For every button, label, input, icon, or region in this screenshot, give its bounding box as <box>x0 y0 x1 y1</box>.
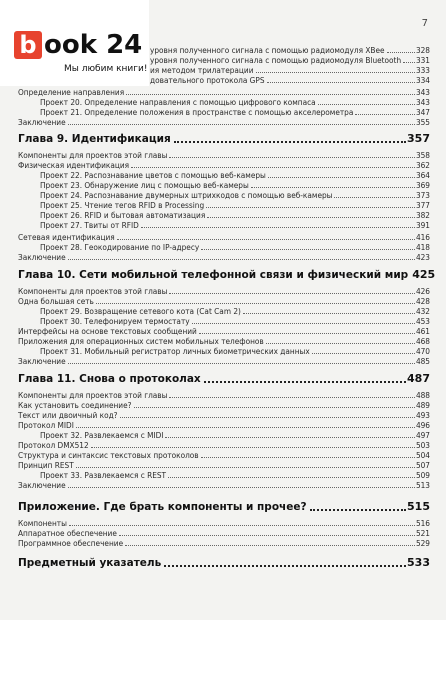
toc-leader-dots <box>76 427 415 428</box>
toc-entry <box>150 55 430 65</box>
toc-entry <box>18 440 430 450</box>
toc-entry <box>18 420 430 430</box>
toc-entry-title: Проект 28. Геокодирование по IP-адресу <box>40 242 200 252</box>
toc-page-number: 503 <box>415 440 430 450</box>
toc-leader-dots <box>207 217 415 218</box>
toc-page-number: 333 <box>415 65 430 75</box>
toc-entry-title: Глава 9. Идентификация <box>18 133 171 145</box>
toc-leader-dots <box>201 457 415 458</box>
toc-entry <box>40 210 430 220</box>
toc-entry <box>40 97 430 107</box>
toc-leader-dots <box>168 477 415 478</box>
book24-logo <box>0 0 149 86</box>
toc-entry <box>18 336 430 346</box>
toc-leader-dots <box>69 525 415 526</box>
toc-entry-title: Проект 33. Развлекаемся с REST <box>40 470 167 480</box>
toc-entry <box>18 150 430 160</box>
toc-leader-dots <box>256 72 415 73</box>
toc-entry <box>18 528 430 538</box>
toc-chapter-heading <box>18 500 430 514</box>
toc-leader-dots <box>169 157 414 158</box>
toc-entry-title: Проект 31. Мобильный регистратор личных биометрических данных <box>40 346 310 356</box>
toc-leader-dots <box>117 239 415 240</box>
toc-entry-title: Определение направления <box>18 87 125 97</box>
toc-entry-title: Предметный указатель <box>18 557 162 569</box>
toc-leader-dots <box>164 565 406 567</box>
toc-leader-dots <box>243 313 415 314</box>
toc-leader-dots <box>68 124 415 125</box>
toc-leader-dots <box>68 259 415 260</box>
toc-entry <box>18 410 430 420</box>
toc-entry <box>150 65 430 75</box>
toc-leader-dots <box>68 363 415 364</box>
toc-entry <box>40 220 430 230</box>
toc-entry <box>150 75 430 85</box>
toc-page-number: 373 <box>415 190 430 200</box>
toc-chapter-heading <box>18 556 430 570</box>
toc-entry-title: Сетевая идентификация <box>18 232 115 242</box>
toc-page-number: 468 <box>415 336 430 346</box>
logo-tagline: Мы любим книги! <box>64 64 148 74</box>
toc-entry <box>40 430 430 440</box>
toc-entry-title: ия методом трилатерации <box>150 65 254 75</box>
toc-entry <box>18 400 430 410</box>
toc-entry-title: Проект 26. RFID и бытовая автоматизация <box>40 210 206 220</box>
toc-page-number: 377 <box>415 200 430 210</box>
toc-page-number: 357 <box>407 132 430 145</box>
toc-chapter-heading <box>18 268 436 282</box>
toc-page-number: 382 <box>415 210 430 220</box>
toc-page-number: 515 <box>407 500 430 513</box>
toc-page-number: 418 <box>415 242 430 252</box>
toc-page-number: 425 <box>412 268 436 281</box>
toc-page-number: 509 <box>415 470 430 480</box>
toc-entry-title: довательного протокола GPS <box>150 75 265 85</box>
toc-page-number: 355 <box>415 117 430 127</box>
logo-wordmark: ook 24 <box>44 30 143 60</box>
toc-page-number: 432 <box>415 306 430 316</box>
toc-page-number: 428 <box>415 296 430 306</box>
toc-entry <box>40 242 430 252</box>
toc-leader-dots <box>165 437 414 438</box>
page-bottom-margin <box>0 620 446 685</box>
toc-page-number: 391 <box>415 220 430 230</box>
toc-page-number: 504 <box>415 450 430 460</box>
toc-leader-dots <box>192 323 415 324</box>
toc-page-number: 369 <box>415 180 430 190</box>
toc-page-number: 497 <box>415 430 430 440</box>
toc-leader-dots <box>126 94 415 95</box>
toc-entry-title: Протокол MIDI <box>18 420 74 430</box>
toc-leader-dots <box>120 417 415 418</box>
toc-page-number: 343 <box>415 97 430 107</box>
toc-entry <box>40 180 430 190</box>
toc-leader-dots <box>267 82 415 83</box>
toc-entry-title: Как установить соединение? <box>18 400 132 410</box>
toc-leader-dots <box>206 207 415 208</box>
toc-entry-title: Приложение. Где брать компоненты и прочее? <box>18 501 307 513</box>
toc-entry-title: Одна большая сеть <box>18 296 94 306</box>
toc-entry-title: Проект 25. Чтение тегов RFID в Processing <box>40 200 205 210</box>
toc-page-number: 529 <box>415 538 430 548</box>
toc-entry-title: Глава 10. Сети мобильной телефонной связи и физический мир <box>18 269 409 281</box>
toc-leader-dots <box>334 197 414 198</box>
toc-page-number: 487 <box>407 372 430 385</box>
toc-page-number: 331 <box>415 55 430 65</box>
toc-page-number: 493 <box>415 410 430 420</box>
toc-chapter-heading <box>18 372 430 386</box>
toc-page-number: 485 <box>415 356 430 366</box>
toc-entry-title: Принцип REST <box>18 460 74 470</box>
toc-entry-title: Заключение <box>18 480 66 490</box>
toc-leader-dots <box>251 187 415 188</box>
toc-leader-dots <box>134 407 415 408</box>
toc-entry-title: Проект 30. Телефонируем термостату <box>40 316 190 326</box>
toc-leader-dots <box>141 227 415 228</box>
toc-entry <box>40 316 430 326</box>
toc-entry-title: Проект 24. Распознавание двумерных штрихкодов с помощью веб-камеры <box>40 190 333 200</box>
toc-entry-title: Проект 32. Развлекаемся с MIDI <box>40 430 164 440</box>
toc-page-number: 358 <box>415 150 430 160</box>
toc-entry-title: Аппаратное обеспечение <box>18 528 117 538</box>
toc-entry-title: Компоненты для проектов этой главы <box>18 390 168 400</box>
toc-entry <box>18 538 430 548</box>
toc-page-number: 347 <box>415 107 430 117</box>
toc-entry-title: Проект 22. Распознавание цветов с помощью веб-камеры <box>40 170 266 180</box>
toc-leader-dots <box>201 249 415 250</box>
toc-entry <box>18 87 430 97</box>
toc-page-number: 343 <box>415 87 430 97</box>
logo-letter: b <box>14 31 42 59</box>
toc-leader-dots <box>119 535 415 536</box>
toc-entry <box>40 170 430 180</box>
toc-leader-dots <box>169 397 414 398</box>
toc-entry <box>18 518 430 528</box>
toc-entry-title: Протокол DMX512 <box>18 440 89 450</box>
toc-leader-dots <box>96 303 415 304</box>
toc-entry <box>18 286 430 296</box>
toc-leader-dots <box>310 509 406 511</box>
toc-entry <box>150 45 430 55</box>
toc-page-number: 489 <box>415 400 430 410</box>
toc-page-number: 426 <box>415 286 430 296</box>
toc-leader-dots <box>199 333 415 334</box>
toc-entry <box>18 252 430 262</box>
toc-entry-title: Физическая идентификация <box>18 160 130 170</box>
toc-leader-dots <box>318 104 415 105</box>
toc-leader-dots <box>91 447 415 448</box>
toc-leader-dots <box>204 381 406 383</box>
toc-entry <box>18 232 430 242</box>
toc-entry-title: Заключение <box>18 117 66 127</box>
toc-entry <box>18 356 430 366</box>
toc-entry <box>40 470 430 480</box>
toc-leader-dots <box>355 114 415 115</box>
toc-entry-title: Компоненты для проектов этой главы <box>18 286 168 296</box>
toc-entry-title: Интерфейсы на основе текстовых сообщений <box>18 326 197 336</box>
toc-entry <box>40 107 430 117</box>
toc-leader-dots <box>312 353 415 354</box>
toc-entry-title: Заключение <box>18 252 66 262</box>
toc-entry-title: уровня полученного сигнала с помощью радиомодуля XBee <box>150 45 385 55</box>
toc-entry <box>18 296 430 306</box>
toc-entry <box>40 346 430 356</box>
toc-page-number: 334 <box>415 75 430 85</box>
toc-leader-dots <box>125 545 415 546</box>
toc-entry <box>18 326 430 336</box>
toc-entry <box>40 190 430 200</box>
toc-page-number: 533 <box>407 556 430 569</box>
toc-leader-dots <box>169 293 414 294</box>
toc-entry-title: Проект 21. Определение положения в пространстве с помощью акселерометра <box>40 107 354 117</box>
toc-leader-dots <box>174 141 406 143</box>
toc-page-number: 362 <box>415 160 430 170</box>
toc-entry <box>18 160 430 170</box>
toc-entry-title: Компоненты для проектов этой главы <box>18 150 168 160</box>
toc-entry-title: Проект 27. Твиты от RFID <box>40 220 139 230</box>
toc-entry <box>40 200 430 210</box>
toc-entry <box>18 450 430 460</box>
toc-page-number: 496 <box>415 420 430 430</box>
toc-page-number: 364 <box>415 170 430 180</box>
toc-entry <box>18 460 430 470</box>
toc-page-number: 521 <box>415 528 430 538</box>
toc-leader-dots <box>403 62 415 63</box>
toc-leader-dots <box>68 487 415 488</box>
toc-page-number: 453 <box>415 316 430 326</box>
toc-entry-title: Компоненты <box>18 518 67 528</box>
toc-chapter-heading <box>18 132 430 146</box>
toc-leader-dots <box>76 467 415 468</box>
toc-entry-title: Проект 20. Определение направления с помощью цифрового компаса <box>40 97 316 107</box>
toc-page-number: 516 <box>415 518 430 528</box>
toc-entry-title: Структура и синтаксис текстовых протоколов <box>18 450 199 460</box>
toc-page-number: 470 <box>415 346 430 356</box>
toc-entry-title: Проект 23. Обнаружение лиц с помощью веб-камеры <box>40 180 249 190</box>
toc-entry-title: Приложения для операционных систем мобильных телефонов <box>18 336 264 346</box>
toc-entry-title: Текст или двоичный код? <box>18 410 118 420</box>
toc-entry-title: Проект 29. Возвращение сетевого кота (Cat Cam 2) <box>40 306 241 316</box>
toc-page-number: 513 <box>415 480 430 490</box>
toc-entry <box>18 480 430 490</box>
toc-page-number: 416 <box>415 232 430 242</box>
toc-page-number: 488 <box>415 390 430 400</box>
toc-entry <box>18 390 430 400</box>
toc-entry-title: уровня полученного сигнала с помощью радиомодуля Bluetooth <box>150 55 402 65</box>
toc-page-number: 328 <box>415 45 430 55</box>
toc-leader-dots <box>266 343 415 344</box>
toc-entry <box>18 117 430 127</box>
toc-page-number: 507 <box>415 460 430 470</box>
toc-entry-title: Программное обеспечение <box>18 538 124 548</box>
toc-leader-dots <box>131 167 415 168</box>
toc-entry-title: Глава 11. Снова о протоколах <box>18 373 201 385</box>
page-number: 7 <box>421 18 428 29</box>
toc-leader-dots <box>268 177 415 178</box>
toc-page-number: 461 <box>415 326 430 336</box>
toc-entry-title: Заключение <box>18 356 66 366</box>
toc-page-number: 423 <box>415 252 430 262</box>
toc-entry <box>40 306 430 316</box>
toc-leader-dots <box>387 52 415 53</box>
